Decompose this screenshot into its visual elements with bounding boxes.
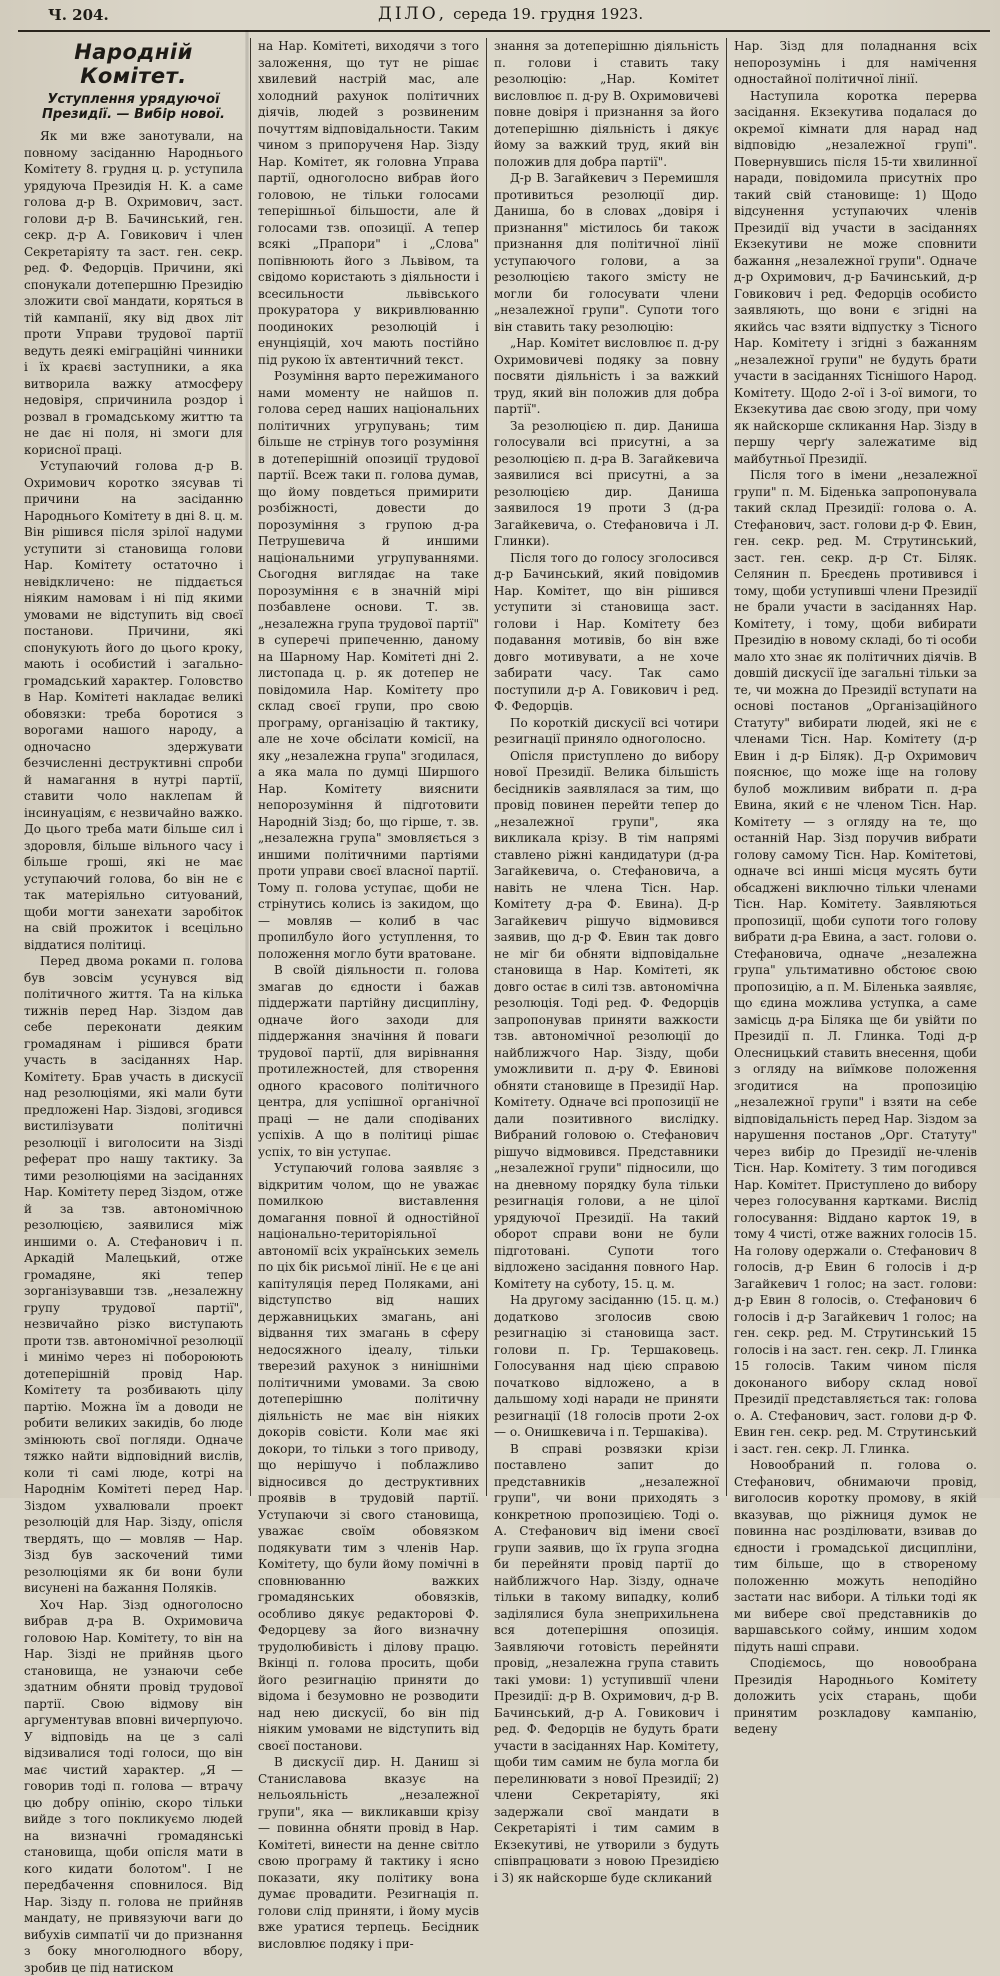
issue-date: середа 19. грудня 1923. [453,5,643,23]
article-paragraph: Нар. Зізд для поладнання всіх непорозумінь і для намічення одностайної політичної лінії. [734,38,977,88]
article-paragraph: Після того до голосу зголосився д-р Бачинський, який повідомив Нар. Комітет, що він рішився уступити зі становища заст. голови і Нар. Комітету без подавання мотивів, бо він вже довго мотивувати, а не хоче забирати часу. Так само поступили д-р А. Говикович і ред. Ф. Федорців. [494,550,719,715]
article-paragraph: Після того в імени „незалежної групи" п. М. Біденька запропонувала такий склад Президії: голова о. А. Стефанович, заст. голови д-р Ф. Евин, ген. секр. ред. М. Струтинський, заст. ген. секр. д-р Ст. Біляк. Селянин п. Бреєдень противився і тому, щоби уступивші члени Президії не брали участи в засіданнях Нар. Комітету, і тому, щоби вибирати Президію в новому складі, бо ті особи мало хто знає як політичних діячів. В довшій дискусії їде загальні тільки за те, чи можна до Президії вступати на основі постанов „Організаційного Статуту" вибирати людей, які не є членами Тісн. Нар. Комітету (д-р Евин і д-р Біляк). Д-р Охримович пояснює, що може іще на голову булоб можливим вибрати п. д-ра Евина, який є не членом Тісн. Нар. Комітету — з огляду на те, що останній Нар. Зізд поручив вибрати голову самому Тісн. Нар. Комітетові, одначе всі инші місця мусять бути обсаджені виключно тільки членами Тісн. Нар. Комітету. Заявляються пропозиції, щоби супоти того голову вибрати д-ра Евина, а заст. голови о. Стефановича, одначе „незалежна група" ультимативно обстоює свою пропозицію, а п. М. Біленька заявляє, що єдина можлива уступка, а саме замісць д-ра Біляка ще би увійти по Президії п. Л. Глинка. Тоді д-р Олесницький ставить внесення, щоби з огляду на виїмкове положення згодитися на пропозицію „незалежної групи" і взяти на себе відповідальність перед Нар. Зіздом за нарушення постанов „Орг. Статуту" через вибір до Президії не-членів Тісн. Нар. Комітету. З тим погодився Нар. Комітет. Приступлено до вибору через голосування картками. Вислід голосування: Віддано карток 19, в тому 4 чисті, отже важних голосів 15. На голову одержали о. Стефанович 8 голосів, д-р Евин 6 голосів і д-р Загайкевич 1 голос; на заст. голови: д-р Евин 8 голосів, о. Стефанович 6 голосів і д-р Загайкевич 1 голос; на ген. секр. ред. М. Струтинський 15 голосів і на заст. ген. секр. Л. Глинка 15 голосів. Таким чином після доконаного вибору склад нової Президії представляється так: голова о. А. Стефанович, заст. голови д-р Ф. Евин ген. секр. ред. М. Струтинський і заст. ген. секр. Л. Глинка. [734,467,977,1457]
article-paragraph: В своїй діяльности п. голова змагав до єдности і бажав піддержати партійну дисципліну, одначе його заходи для піддержання значіння й поваги трудової партії, для вирівнання протилежностей, для створення одного красового політичного центра, для успішної органічної праці — не дали сподіваних успіхів. А що в політиці рішає успіх, то він уступає. [258,962,479,1160]
article-paragraph: Наступила коротка перерва засідання. Екзекутива подалася до окремої кімнати для нарад над відповідю „незалежної групі". Повернувшись після 15-ти хвилинної наради, повідомила присутніх про такий свій становище: 1) Щодо відсунення уступаючих членів Президії від участи в засіданнях Екзекутиви не може сповнити бажання „незалежної групи". Одначе д-р Охримович, д-р Бачинський, д-р Говикович і ред. Федорців особисто заявляють, що вони є згідні на якийсь час взяти відпустку з Тісного Нар. Комітету і згідні з бажанням „незалежної групи" не будуть брати участи в засіданнях Тіснішого Народ. Комітету. Щодо 2-ої і 3-ої вимоги, то Екзекутива дає свою згоду, при чому як найскорше скликання Нар. Зізду в першу черґу залежатиме від майбутньої Президії. [734,88,977,468]
article-paragraph: Д-р В. Загайкевич з Перемишля противиться резолюції дир. Даниша, бо в словах „довіря і признання" містилось би також признання для політичної лінії уступаючого голови, а за резолюцією такого змісту не могли би голосувати члени „незалежної групи". Супоти того він ставить таку резолюцію: [494,170,719,335]
page-fold-shadow [245,30,249,1490]
article-paragraph: Розуміння варто пережиманого нами моменту не найшов п. голова серед наших національних політичних угрупувань; тим більше не стрінув того розуміння в дотеперішній опозиції трудової партії. Всеж таки п. голова думав, що йому повдеться примирити розбіжності, довести до порозуміння з групою д-ра Петрушевича й иншими національними угрупуваннями. Сьогодня виглядає на таке порозуміння є в значній мірі позбавлене основи. Т. зв. „незалежна група трудової партії" в суперечі припеченню, даному на Шарному Нар. Комітеті дні 2. листопада ц. р. як дотепер не повідомила Нар. Комітету про склад своєї групи, про свою програму, організацію й тактику, але не хоче обсілати комісії, на яку „незалежна група" згодилася, а яка мала по думці Ширшого Нар. Комітету вияснити непорозуміння й підготовити Народній Зізд; бо, що гірше, т. зв. „незалежна група" змовляється з иншими політичними партіями проти управи своєї власної партії. Тому п. голова уступає, щоби не стрінутись колись із закидом, що — мовляв — колиб в час пропилбуло його уступлення, то положення могло бути вратоване. [258,368,479,962]
article-paragraph: Сподіємось, що новообрана Президія Народнього Комітету доложить усіх старань, щоби принятим розкладову кампанію, ведену [734,1655,977,1738]
newspaper-name: ДІЛО, [378,4,447,24]
article-headline: Народній Комітет. [24,40,243,88]
article-paragraph: На другому засіданню (15. ц. м.) додатково зголосив свою резигнацію зі становища заст. голови п. Гр. Тершаковець. Голосування над цією справою початково відложено, а в дальшому ході наради не приняти резигнації (18 голосів проти 2-ох — о. Онишкевича і п. Тершаківа). [494,1292,719,1441]
column-4 [726,38,984,1496]
article-paragraph: Як ми вже занотували, на повному засіданню Народнього Комітету 8. грудня ц. р. уступила урядуюча Президія Н. К. а саме голова д-р В. Охримович, заст. голови д-р В. Бачинський, ген. секр. д-р А. Говикович і член Секретаріяту та заст. ген. секр. ред. Ф. Федорців. Причини, які спонукали дотепершню Президію зложити свої мандати, коряться в тій кампанії, яку від двох літ проти Управи трудової партії ведуть деякі еміграційні чинники і їх краєві заступники, а яка витворила важку атмосферу недовіря, спричинила роздор і розвал в громадському життю та не дає ні поля, ні змоги для корисної праці. [24,128,243,458]
article-paragraph: знання за дотеперішню діяльність п. голови і ставить таку резолюцію: „Нар. Комітет висловлює п. д-ру В. Охримовичеві повне довіря і признання за його дотеперішню діяльність і дякує йому за важкий труд, який він положив для добра партії". [494,38,719,170]
column-1 [18,38,250,1496]
article-paragraph: Уступаючий голова д-р В. Охримович коротко зясував ті причини на засіданню Народнього Комітету в дні 8. ц. м. Він рішився після зрілої надуми уступити зі становища голови Нар. Комітету остаточно і невідкличено: не піддається ніяким намовам і ні під якими умовами не відступить від своєї постанови. Причини, які спонукують його до цього кроку, мають і особистий і загально-громадський характер. Головство в Нар. Комітеті накладає великі обовязки: треба боротися з ворогами нашого народу, а одночасно здержувати безчисленні деструктивні спроби й намагання в нутрі партії, ставити чоло наклепам й інсинуаціям, є незвичайно важко. До цього треба мати більше сил і здоровля, більше вільного часу і більше гроші, які не має уступаючий голова, бо він не є так матеріяльно ситуований, щоби могти занехати заробіток на свій прожиток і всецільно віддатися політиці. [24,458,243,953]
article-subhead: Уступлення урядуючої Президії. — Вибір нової. [24,92,243,122]
article-paragraph: на Нар. Комітеті, виходячи з того заложення, що тут не рішає хвилевий настрій мас, але холодний рахунок політичних діячів, людей з розвиненим почуттям відповідальности. Таким чином з припорученя Нар. Зізду Нар. Комітет, як головна Управа партії, одноголосно вибрав його головою, не тільки голосами теперішньої більшости, але й голосами тзв. опозиції. А тепер всякі „Прапори" і „Слова" попівнюють його з Львівом, та свідомо користають з діяльности і всесильности львівського прокуратора у викривлюванню поодиноких резолюцій і енунціяцій, хоч мають постійно під рукою їх автентичний текст. [258,38,479,368]
article-paragraph: Уступаючий голова заявляє з відкритим чолом, що не уважає помилкою виставлення домагання повної й одностійної національно-територіяльної автономії всіх українських земель по ціх бік рисьмої лінії. Не є це ані капітуляція перед Поляками, ані відступство від наших державницьких змагань, ані відвання тих змагань в сферу недосяжного ідеалу, тільки тверезий рахунок з нинішніми політичними умовами. За свою дотеперішню політичну діяльність не має він ніяких докорів совісти. Коли має які докори, то тільки з того приводу, що нерішучо і поблажливо відносився до деструктивних проявів в трудовій партії. Уступаючи зі свого становища, уважає своїм обовязком подякувати тим з членів Нар. Комітету, що були йому помічні в сповнюванню важких громадянських обовязків, особливо дякує редакторові Ф. Федорцеву за його визначну трудолюбивість і ділову працю. Вкінці п. голова просить, щоби його резигнацію приняти до відома і безумовно не розводити над нею дискусії, бо він під ніяким умовами не відступить від своєї постанови. [258,1160,479,1754]
article-paragraph: За резолюцією п. дир. Даниша голосували всі присутні, а за резолюцією п. д-ра В. Загайкевича заявилися всі присутні, а за резолюцією дир. Даниша заявилося 19 проти 3 (д-ра Загайкевича, о. Стефановича і Л. Глинки). [494,418,719,550]
article-paragraph: Новообраний п. голова о. Стефанович, обнимаючи провід, виголосив коротку промову, в якій вказував, що ріжниця думок не повинна нас розділювати, взивав до єдности і громадської дисципліни, тим більше, що в створеному положенню можуть неподійно застати нас вибори. А тільки тоді як ми вибере свої представників до варшавського сойму, иншим ходом підуть наші справи. [734,1457,977,1655]
issue-number: Ч. 204. [48,6,109,24]
column-2 [250,38,486,1496]
article-paragraph: По короткій дискусії всі чотири резигнації приняло одноголосно. [494,715,719,748]
masthead [18,4,990,32]
article-paragraph: В дискусії дир. Н. Даниш зі Станиславова вказує на нельояльність „незалежної групи", яка — викликавши крізу — повинна обняти провід в Нар. Комітеті, винести на денне світло свою програму й тактику і ясно показати, яку політику вона думає провадити. Резигнація п. голови слід приняти, і йому мусів вже уратися терпець. Бесідник висловлює подяку і при- [258,1754,479,1952]
article-columns [18,38,990,1496]
article-paragraph: „Нар. Комітет висловлює п. д-ру Охримовичеві подяку за повну посвяти діяльність і за важкий труд, який він положив для добра партії". [494,335,719,418]
article-paragraph: Опісля приступлено до вибору нової Президії. Велика більшість бесідників заявлялася за тим, що провід повинен перейти тепер до „незалежної групи", яка викликала крізу. В тім напрямі ставлено ріжні кандидатури (д-ра Загайкевича, о. Стефановича, а навіть не члена Тісн. Нар. Комітету д-ра Ф. Евина). Д-р Загайкевич рішучо відмовився заявив, що д-р Ф. Евин так довго не міг би обняти відповідальне становища в Нар. Комітеті, як довго остає в силі тзв. автономічна резолюція. Тоді ред. Ф. Федорців запропонував приняти важкости тзв. автономічної резолюції до найближчого Нар. Зізду, щоби уможливити п. д-ру Ф. Евинові обняти становище в Президії Нар. Комітету. Одначе всі пропозиції не дали позитивного вислідку. Вибраний головою о. Стефанович рішучо відмовився. Представники „незалежної групи" підносили, що на дневному порядку була тільки резигнація голови, а не цілої урядуючої Президії. На такий оборот справи вони не були підготовані. Супоти того відложено засідання повного Нар. Комітету на суботу, 15. ц. м. [494,748,719,1293]
article-paragraph: Перед двома роками п. голова був зовсім усунувся від політичного життя. Та на кілька тижнів перед Нар. Зіздом дав себе переконати деяким громадянам і рішився брати участь в засіданнях Нар. Комітету. Брав участь в дискусії над резолюціями, які мали бути предложені Нар. Зіздові, згодився вистилізувати політичні резолюції і виголосити на Зізді реферат про нашу тактику. За тими резолюціями на засіданнях Нар. Комітету перед Зіздом, отже й за тзв. автономічною резолюцією, заявилися між иншими о. А. Стефанович і п. Аркадій Малецький, отже громадяне, які тепер зорганізувавши тзв. „незалежну групу трудової партії", незвичайно різко виступають проти тзв. автономічної резолюції і минімо через ні побороюють дотеперішній провід Нар. Комітету та розбивають цілу партію. Можна їм а доводи не робити великих закидів, бо люде змінюють свої погляди. Одначе тяжко найти відповідний вислів, коли ті самі люде, котрі на Народнім Комітеті перед Нар. Зіздом ухвалювали проект резолюцій для Нар. Зізду, опісля твердять, що — мовляв — Нар. Зізд був заскочений тими резолюціями як би вони були висунені на бажання Поляків. [24,953,243,1597]
article-paragraph: В справі розвязки крізи поставлено запит до представників „незалежної групи", чи вони приходять з конкретною пропозицією. Тоді о. А. Стефанович від імени своєї групи заявив, що їх група згодна би перейняти провід партії до найближчого Нар. Зізду, одначе тільки в такому випадку, колиб заділялися була знеприхильнена вся дотеперішня опозиція. Заявляючи готовість перейняти провід, „незалежна група ставить такі умови: 1) уступившії члени Президії: д-р В. Охримович, д-р В. Бачинський, д-р А. Говикович і ред. Ф. Федорців не будуть брати участи в засіданнях Нар. Комітету, щоби тим самим не була могла би перелинювати з нової Президії; 2) члени Секретаріяту, які задержали свої мандати в Секретаріяті і тим самим в Екзекутиві, не утворили з будуть співпрацювати з новою Президією і 3) як найскорше буде скликаний [494,1441,719,1887]
article-paragraph: Хоч Нар. Зізд одноголосно вибрав д-ра В. Охримовича головою Нар. Комітету, то він на Нар. Зізді не прийняв цього становища, не узнаючи себе здатним обняти провід трудової партії. Свою відмову він аргументував вповні вичерпуючо. У відповідь на це з салі відзивалися тоді голоси, що він має чистий характер. „Я — говорив тоді п. голова — втрачу цю добру опінію, скоро тільки вийде з того покликуємо людей на визначні громадянські становища, щоби опісля мати в кого кидати болотом". І не передбачення сповнилося. Від Нар. Зізду п. голова не прийняв мандату, не привязуючи ваги до вибухів симпатії чи до признання з боку многолюдного вбору, зробив це під натиском [24,1597,243,1976]
column-3 [486,38,726,1496]
newspaper-title [378,4,643,24]
